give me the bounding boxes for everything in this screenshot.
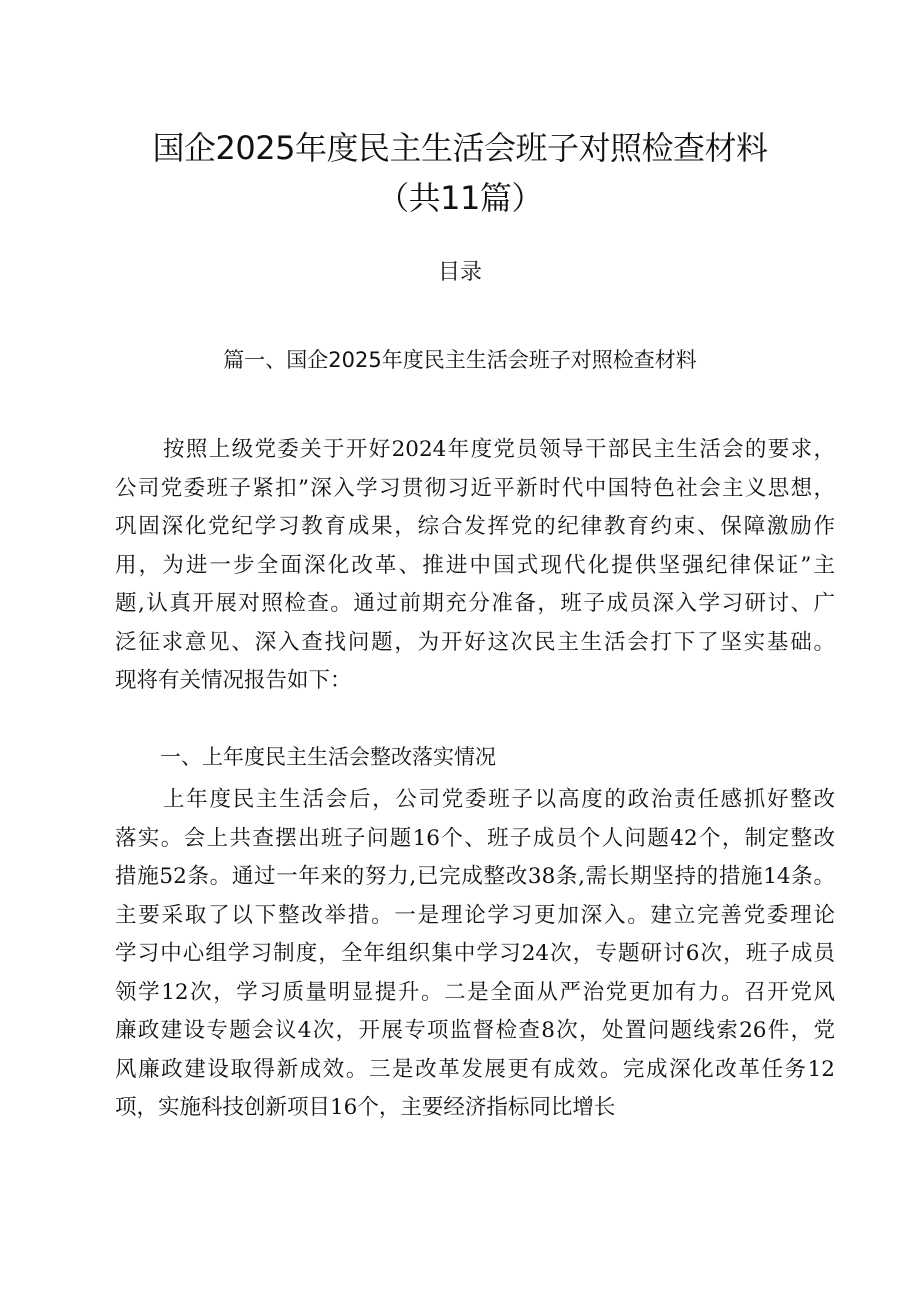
intro-line: 现将有关情况报告如下： — [115, 668, 352, 693]
intro-line: 按照上级党委关于开好2024年度党员领导干部民主生活会的要求， — [163, 437, 835, 462]
body-line: 落实。会上共查摆出班子问题16个、班子成员个人问题42个，制定整改 — [115, 825, 835, 851]
document-title-line-2: （共11篇） — [377, 179, 543, 217]
body-line: 廉政建设专题会议4次，开展专项监督检查8次，处置问题线索26件，党 — [115, 1018, 835, 1043]
intro-line: 巩固深化党纪学习教育成果，综合发挥党的纪律教育约束、保障激励作 — [115, 514, 835, 539]
table-of-contents-label: 目录 — [437, 260, 482, 285]
body-line: 主要采取了以下整改举措。一是理论学习更加深入。建立完善党委理论 — [115, 902, 835, 928]
intro-paragraph — [115, 431, 835, 701]
body-line: 领学12次，学习质量明显提升。二是全面从严治党更加有力。召开党风 — [115, 979, 835, 1005]
chapter-subtitle: 篇一、国企2025年度民主生活会班子对照检查材料 — [223, 348, 697, 372]
intro-line: 公司党委班子紧扣”深入学习贯彻习近平新时代中国特色社会主义思想， — [115, 475, 835, 501]
body-line: 风廉政建设取得新成效。三是改革发展更有成效。完成深化改革任务12 — [115, 1056, 835, 1082]
body-line: 项，实施科技创新项目16个，主要经济指标同比增长 — [115, 1095, 616, 1120]
intro-line: 题,认真开展对照检查。通过前期充分准备，班子成员深入学习研讨、广 — [115, 591, 835, 616]
section-heading: 一、上年度民主生活会整改落实情况 — [160, 745, 496, 769]
intro-line: 泛征求意见、深入查找问题，为开好这次民主生活会打下了坚实基础。 — [115, 629, 835, 655]
document-title-line-1: 国企2025年度民主生活会班子对照检查材料 — [152, 129, 768, 167]
body-line: 学习中心组学习制度，全年组织集中学习24次，专题研讨6次，班子成员 — [115, 941, 835, 966]
body-line: 上年度民主生活会后，公司党委班子以高度的政治责任感抓好整改 — [163, 787, 835, 812]
body-line: 措施52条。通过一年来的努力,已完成整改38条,需长期坚持的措施14条。 — [115, 864, 835, 889]
body-paragraph — [115, 781, 835, 1128]
intro-line: 用，为进一步全面深化改革、推进中国式现代化提供坚强纪律保证”主 — [115, 552, 835, 578]
